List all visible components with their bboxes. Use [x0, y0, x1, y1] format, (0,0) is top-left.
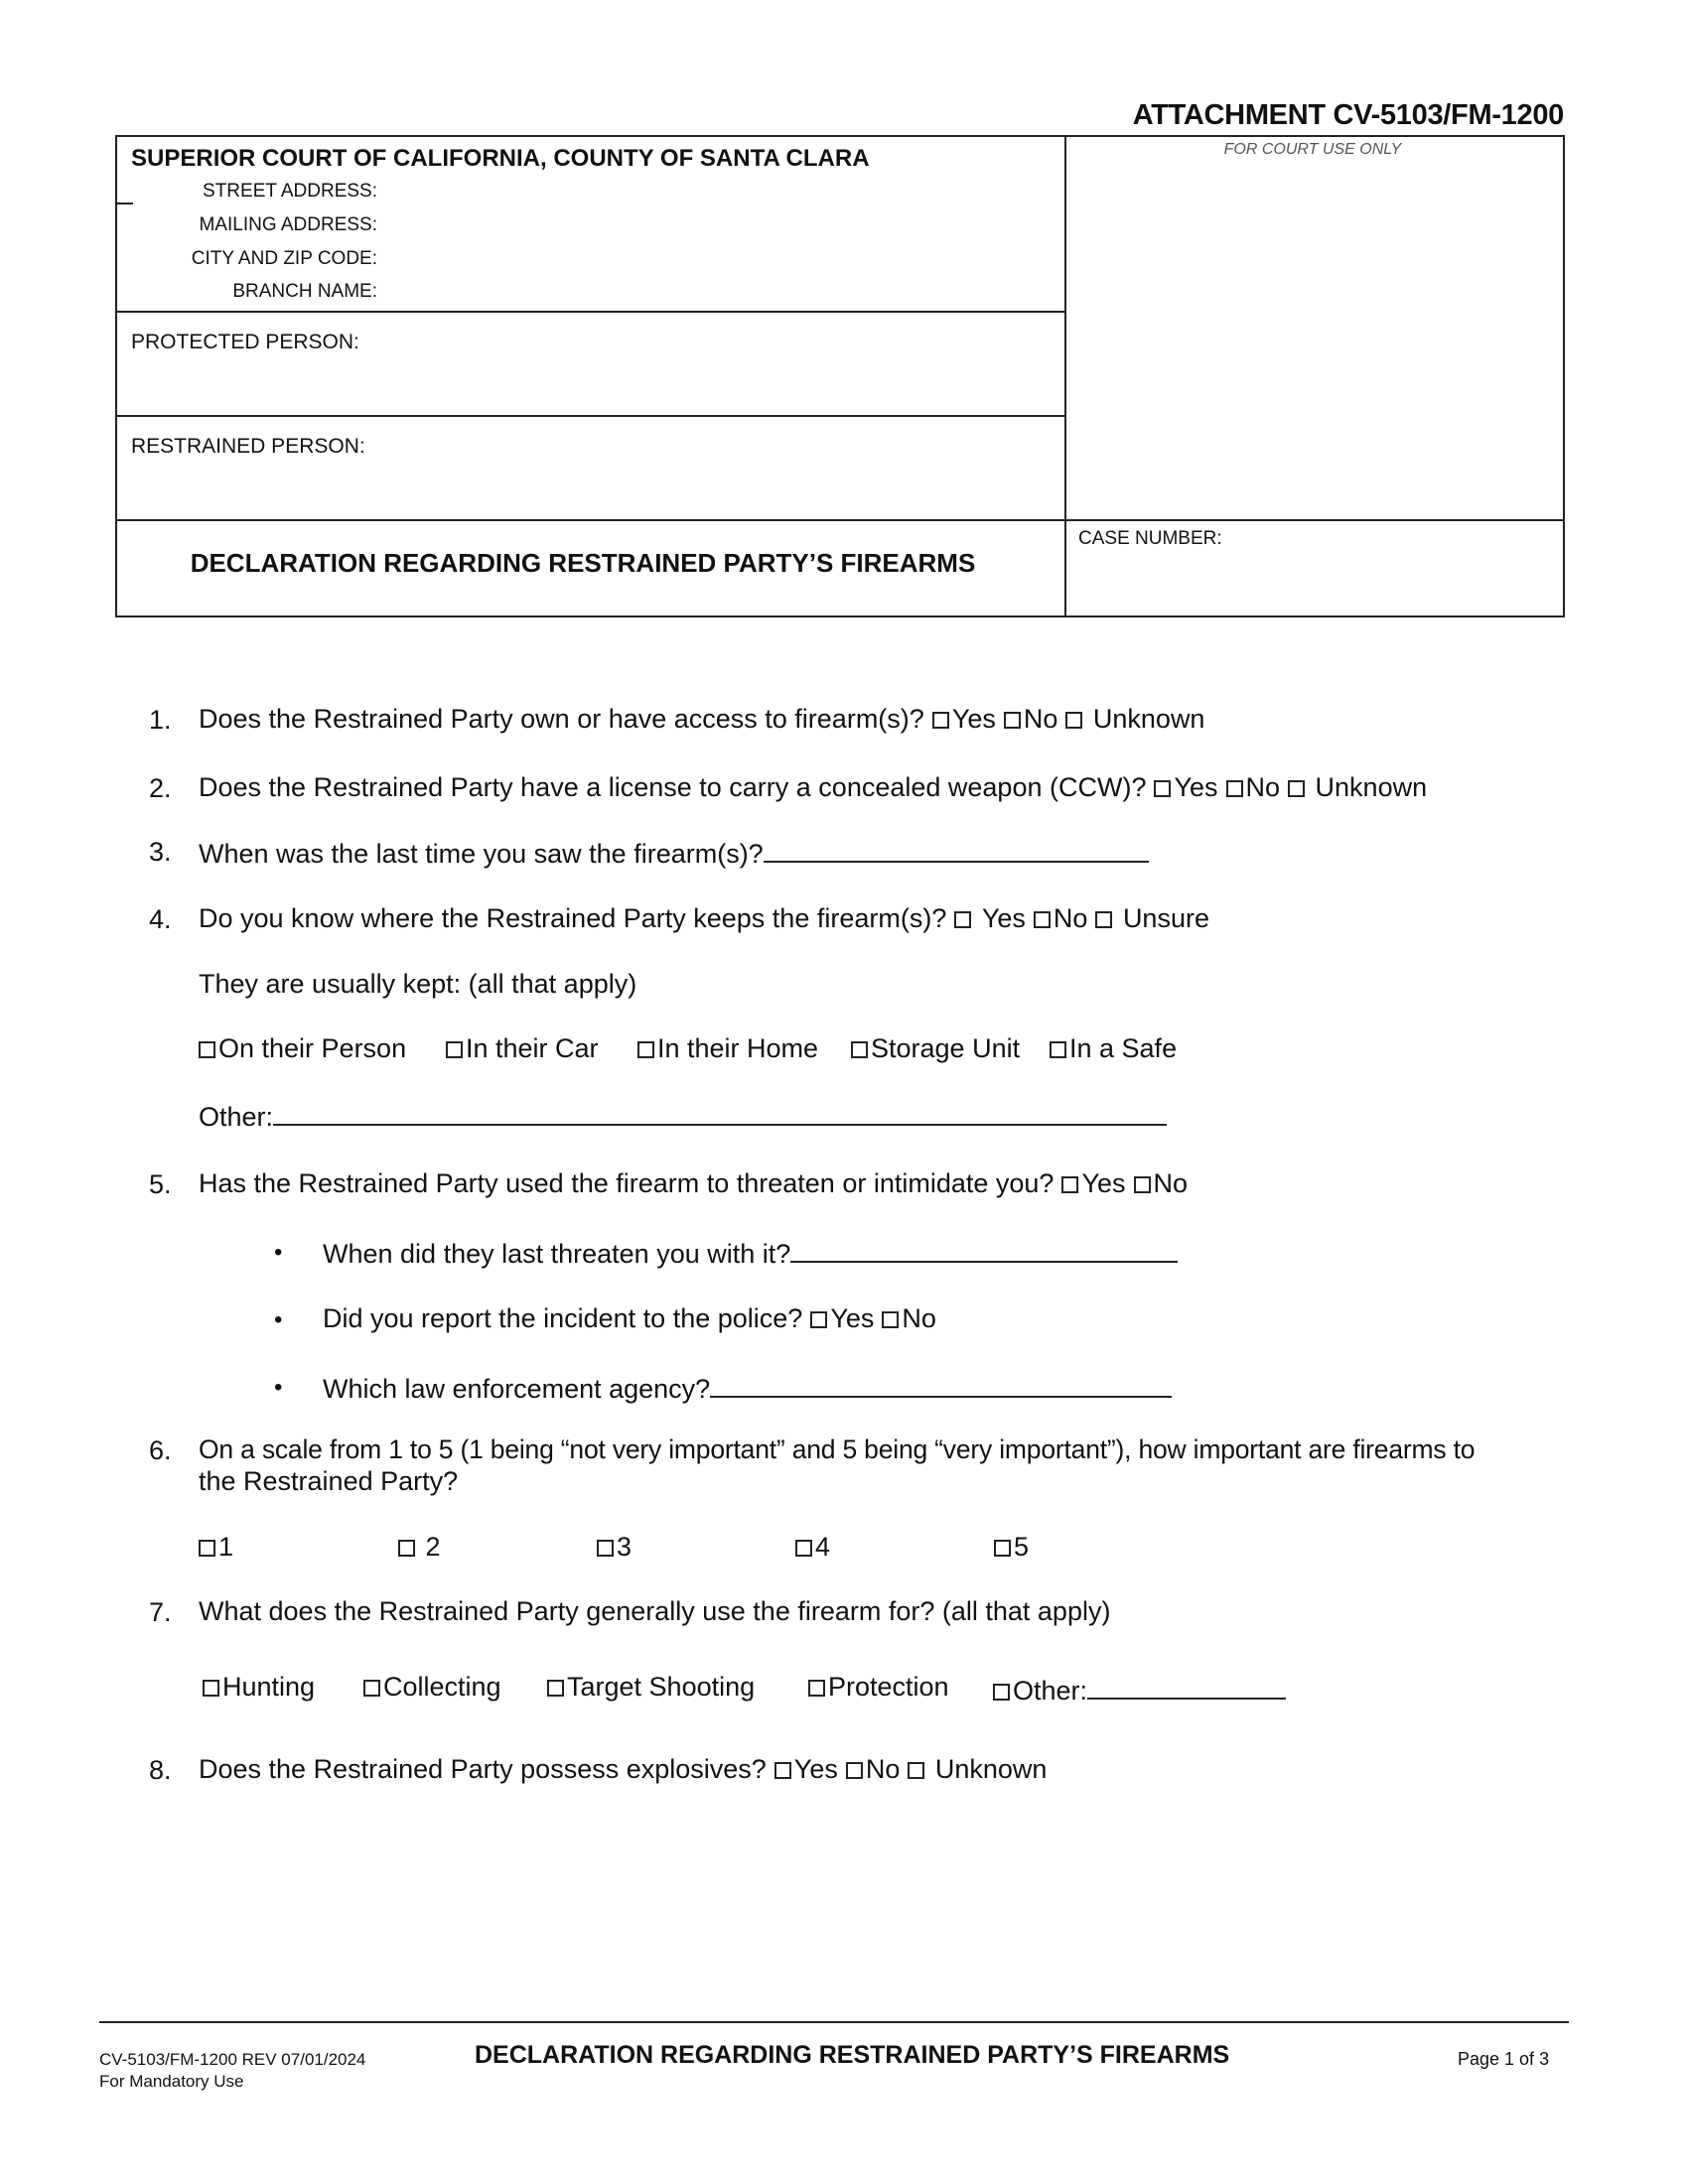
q4-number: 4. [149, 904, 172, 934]
q4-no-checkbox[interactable] [1034, 911, 1051, 928]
caption-box [115, 135, 1565, 617]
q2-no-label: No [1245, 772, 1281, 802]
q7-use-protection [800, 1672, 949, 1703]
q7-protection-label: Protection [828, 1672, 949, 1702]
protected-person-label: PROTECTED PERSON: [131, 331, 359, 353]
q4-loc-person-checkbox[interactable] [199, 1041, 215, 1058]
footer-title: DECLARATION REGARDING RESTRAINED PARTY’S FIREARMS [475, 2041, 1230, 2069]
q1-yes-label: Yes [951, 704, 996, 734]
q1-no-label: No [1023, 704, 1058, 734]
q4-yes-label: Yes [981, 903, 1026, 933]
q5-sub3-row [323, 1370, 1172, 1405]
q2-no-checkbox[interactable] [1226, 780, 1243, 797]
q5-sub2-no-checkbox[interactable] [882, 1311, 899, 1328]
q4-unsure-label: Unsure [1122, 903, 1209, 933]
q2-yes-checkbox[interactable] [1154, 780, 1171, 797]
q1-unknown-checkbox[interactable] [1065, 712, 1082, 729]
q4-other-row [199, 1098, 1167, 1133]
q2-unknown-label: Unknown [1315, 772, 1428, 802]
q5-bullet-2: • [274, 1306, 283, 1333]
q7-protection-checkbox[interactable] [808, 1680, 825, 1697]
q4-loc-home-label: In their Home [657, 1033, 819, 1063]
q8-number: 8. [149, 1755, 172, 1785]
q6-number: 6. [149, 1435, 172, 1465]
q6-scale-3-label: 3 [617, 1532, 633, 1562]
city-zip-label: CITY AND ZIP CODE: [191, 248, 377, 269]
q6-scale-2 [390, 1532, 441, 1563]
q4-loc-storage [843, 1033, 1020, 1064]
q6-scale-4-label: 4 [815, 1532, 831, 1562]
q6-scale-3-checkbox[interactable] [597, 1540, 614, 1557]
q5-sub3-text: Which law enforcement agency? [323, 1374, 711, 1404]
q2-row [199, 771, 1427, 803]
branch-name-label: BRANCH NAME: [232, 281, 377, 302]
caption-divider-vertical [1064, 135, 1066, 617]
q8-row [199, 1753, 1047, 1785]
q7-text: What does the Restrained Party generally use the firearm for? (all that apply) [199, 1596, 1111, 1626]
q7-target-checkbox[interactable] [547, 1680, 564, 1697]
q5-yes-label: Yes [1081, 1168, 1126, 1198]
q8-text: Does the Restrained Party possess explosives? [199, 1754, 767, 1784]
q4-other-label: Other: [199, 1102, 274, 1132]
q5-yes-checkbox[interactable] [1061, 1176, 1078, 1193]
q2-yes-label: Yes [1174, 772, 1218, 802]
q4-loc-car-label: In their Car [466, 1033, 599, 1063]
q2-unknown-checkbox[interactable] [1288, 780, 1305, 797]
q4-other-line[interactable] [273, 1098, 1167, 1126]
caption-divider-court [115, 311, 1065, 313]
q5-no-checkbox[interactable] [1134, 1176, 1151, 1193]
q6-scale-4-checkbox[interactable] [795, 1540, 812, 1557]
q6-scale-5-checkbox[interactable] [994, 1540, 1011, 1557]
margin-tick [115, 203, 133, 205]
footer-form-code: CV-5103/FM-1200 REV 07/01/2024 [99, 2050, 366, 2069]
q5-sub3-line[interactable] [710, 1370, 1172, 1398]
q4-loc-safe [1042, 1033, 1177, 1064]
q7-other-line[interactable] [1087, 1672, 1286, 1700]
case-number-label: CASE NUMBER: [1078, 528, 1222, 549]
q5-row [199, 1167, 1188, 1199]
q1-text: Does the Restrained Party own or have access to firearm(s)? [199, 704, 924, 734]
q8-unknown-label: Unknown [934, 1754, 1048, 1784]
q6-scale-1-label: 1 [218, 1532, 234, 1562]
q7-use-hunting [195, 1672, 315, 1703]
footer-left [99, 2049, 365, 2093]
q5-bullet-3: • [274, 1374, 283, 1401]
q6-scale-5-label: 5 [1014, 1532, 1030, 1562]
q4-loc-safe-label: In a Safe [1069, 1033, 1178, 1063]
q6-text-line2: the Restrained Party? [199, 1466, 459, 1496]
q5-bullet-1: • [274, 1239, 283, 1266]
q3-answer-line[interactable] [764, 835, 1149, 863]
q4-loc-car [438, 1033, 599, 1064]
court-use-label: FOR COURT USE ONLY [1223, 141, 1402, 158]
q5-sub2-text: Did you report the incident to the police? [323, 1303, 803, 1333]
street-address-label: STREET ADDRESS: [203, 181, 377, 202]
q4-unsure-checkbox[interactable] [1095, 911, 1112, 928]
caption-divider-title [115, 519, 1565, 521]
mailing-address-label: MAILING ADDRESS: [199, 214, 377, 235]
q7-number: 7. [149, 1597, 172, 1627]
q8-yes-checkbox[interactable] [774, 1762, 791, 1779]
q6-scale-2-label: 2 [425, 1532, 441, 1562]
attachment-title: ATTACHMENT CV-5103/FM-1200 [1132, 99, 1564, 131]
q7-collecting-label: Collecting [383, 1672, 501, 1702]
q8-no-label: No [865, 1754, 901, 1784]
q4-loc-safe-checkbox[interactable] [1050, 1041, 1066, 1058]
q5-sub1-line[interactable] [790, 1235, 1178, 1263]
q7-hunting-checkbox[interactable] [203, 1680, 219, 1697]
q6-scale-1 [191, 1532, 233, 1563]
q4-yes-checkbox[interactable] [954, 911, 971, 928]
q4-kept-label: They are usually kept: (all that apply) [199, 969, 637, 999]
footer-rule [99, 2021, 1569, 2023]
q4-loc-storage-label: Storage Unit [871, 1033, 1021, 1063]
q1-number: 1. [149, 705, 172, 735]
q8-unknown-checkbox[interactable] [908, 1762, 924, 1779]
q3-text: When was the last time you saw the firearm(s)? [199, 839, 764, 869]
q6-scale-2-checkbox[interactable] [398, 1540, 415, 1557]
q2-number: 2. [149, 773, 172, 803]
q6-scale-1-checkbox[interactable] [199, 1540, 215, 1557]
q7-target-label: Target Shooting [567, 1672, 756, 1702]
court-name: SUPERIOR COURT OF CALIFORNIA, COUNTY OF SANTA CLARA [131, 145, 870, 172]
q5-sub1-text: When did they last threaten you with it? [323, 1239, 791, 1269]
q3-number: 3. [149, 837, 172, 867]
q5-text: Has the Restrained Party used the firearm to threaten or intimidate you? [199, 1168, 1055, 1198]
q1-row [199, 703, 1204, 735]
q4-row [199, 902, 1209, 934]
q4-loc-car-checkbox[interactable] [446, 1041, 463, 1058]
footer-mandatory: For Mandatory Use [99, 2072, 244, 2091]
q8-yes-label: Yes [793, 1754, 838, 1784]
q5-sub2-yes-checkbox[interactable] [810, 1311, 827, 1328]
q6-scale-3 [589, 1532, 632, 1563]
q7-other-label: Other: [1013, 1676, 1088, 1706]
q4-text: Do you know where the Restrained Party keeps the firearm(s)? [199, 903, 947, 933]
restrained-person-label: RESTRAINED PERSON: [131, 435, 365, 458]
q6-scale-4 [787, 1532, 830, 1563]
q7-hunting-label: Hunting [222, 1672, 316, 1702]
q4-no-label: No [1053, 903, 1088, 933]
q6-scale-5 [986, 1532, 1029, 1563]
q4-loc-home-checkbox[interactable] [637, 1041, 654, 1058]
q5-sub1-row [323, 1235, 1178, 1270]
q7-use-collecting [355, 1672, 501, 1703]
q4-loc-home [630, 1033, 818, 1064]
q2-text: Does the Restrained Party have a license to carry a concealed weapon (CCW)? [199, 772, 1147, 802]
q7-other-checkbox[interactable] [993, 1684, 1010, 1701]
q5-sub2-no-label: No [902, 1303, 936, 1333]
q4-loc-storage-checkbox[interactable] [851, 1041, 868, 1058]
footer-page-number: Page 1 of 3 [1458, 2049, 1550, 2069]
q7-use-other [985, 1672, 1286, 1706]
q5-sub2-row [323, 1302, 936, 1334]
q1-unknown-label: Unknown [1092, 704, 1205, 734]
q4-loc-person-label: On their Person [218, 1033, 407, 1063]
q3-row [199, 835, 1149, 870]
q8-no-checkbox[interactable] [846, 1762, 863, 1779]
q4-loc-person [191, 1033, 406, 1064]
q5-number: 5. [149, 1169, 172, 1199]
q6-text-line1: On a scale from 1 to 5 (1 being “not very important” and 5 being “very important”), how important are firearms to [199, 1434, 1476, 1464]
q7-collecting-checkbox[interactable] [363, 1680, 380, 1697]
q7-use-target [539, 1672, 755, 1703]
q5-sub2-yes-label: Yes [830, 1303, 875, 1333]
q1-yes-checkbox[interactable] [932, 712, 949, 729]
q5-no-label: No [1153, 1168, 1189, 1198]
form-title: DECLARATION REGARDING RESTRAINED PARTY’S FIREARMS [190, 548, 976, 578]
caption-divider-protected [115, 415, 1065, 417]
q1-no-checkbox[interactable] [1004, 712, 1021, 729]
